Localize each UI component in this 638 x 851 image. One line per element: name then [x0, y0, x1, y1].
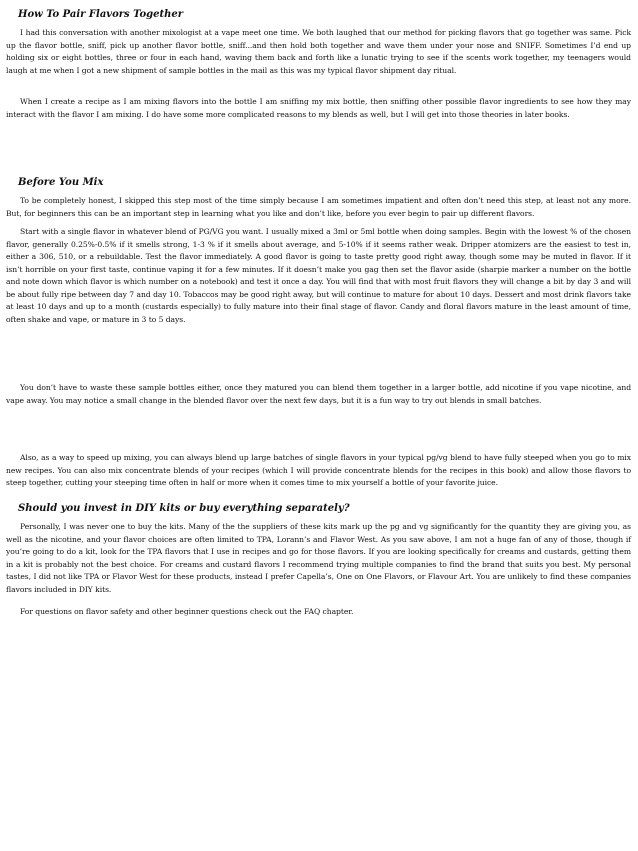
section-create-recipe [6, 96, 631, 121]
paragraph-faq: For questions on flavor safety and other beginner questions check out the FAQ chapter. [20, 607, 354, 616]
paragraph-kits: Personally, I was never one to buy the kits. Many of the the suppliers of these kits mark up the pg and vg significantly for the quantity they are giving you, as well as the nicotine, and your flavor choices are often limited to TPA, Lorann’s and Flavor West. As you saw above, I am not a huge fan of any of those, though if you’re going to do a kit, look for the TPA flavors that I use in recipes and go for those flavors. If you are looking specifically for creams and custards, getting them in a kit is probably not the best choice. For creams and custard flavors I recommend trying multiple companies to find the brand that suits you best. My personal tastes, I did not like TPA or Flavor West for these products, instead I prefer Capella’s, One on One Flavors, or Flavour Art. You are unlikely to find these companies flavors included in DIY kits. [6, 522, 631, 594]
paragraph-sample-bottles: You don’t have to waste these sample bottles either, once they matured you can blend them together in a larger bottle, add nicotine if you vape nicotine, and vape away. You may notice a small change in the blended flavor over the next few days, but it is a fun way to try out blends in small batches. [6, 383, 631, 405]
section-before-you-mix [6, 176, 631, 220]
paragraph-create-recipe: When I create a recipe as I am mixing flavors into the bottle I am sniffing my mix bottle, then sniffing other possible flavor ingredients to see how they may interact with the flavor I am mixing. I do have some more complicated reasons to my blends as well, but I will get into those theories in later books. [6, 97, 631, 119]
heading-before-you-mix: Before You Mix [18, 177, 104, 188]
paragraph-mixologist: I had this conversation with another mixologist at a vape meet one time. We both laughed that our method for picking flavors that go together was same. Pick up the flavor bottle, sniff, pick up another flavor bottle, sniff...and then hold both together and wave them under your nose and SNIFF. Sometimes I’d end up holding six or eight bottles, three or four in each hand, waving them back and forth like a lunatic trying to see if the scents work together, my teenagers would laugh at me when I got a new shipment of sample bottles in the mail as this was my typical flavor shipment day ritual. [6, 28, 631, 75]
paragraph-speed-up: Also, as a way to speed up mixing, you can always blend up large batches of single flavors in your typical pg/vg blend to have fully steeped when you go to mix new recipes. You can also mix concentrate blends of your recipes (which I will provide concentrate blends for the recipes in this book) and allow those flavors to steep together, cutting your steeping time often in half or more when it comes time to mix yourself a bottle of your favorite juice. [6, 453, 631, 487]
section-single-flavor [6, 226, 631, 326]
section-speed-up [6, 452, 631, 490]
section-sample-bottles [6, 382, 631, 407]
section-faq [6, 606, 631, 619]
section-pair-flavors [6, 8, 631, 77]
heading-pair-flavors: How To Pair Flavors Together [18, 9, 184, 20]
paragraph-single-flavor: Start with a single flavor in whatever blend of PG/VG you want. I usually mixed a 3ml or 5ml bottle when doing samples. Begin with the lowest % of the chosen flavor, generally 0.25%-0.5% if it smells strong, 1-3 % if it smells about average, and 5-10% if it seems rather weak. Dripper atomizers are the easiest to test in, either a 306, 510, or a rebuildable. Test the flavor immediately. A good flavor is going to taste pretty good right away, though some may be muted in flavor. If it isn’t horrible on your first taste, continue vaping it for a few minutes. If it doesn’t make you gag then set the flavor aside (sharpie marker a number on the bottle and note down which flavor is which number on a notebook) and test it once a day. You will find that with most fruit flavors they will change a bit by day 3 and will be about fully ripe between day 7 and day 10. Tobaccos may be good right away, but will continue to mature for about 10 days. Dessert and most drink flavors take at least 10 days and up to a month (custards especially) to fully mature into their final stage of flavor. Candy and floral flavors mature in the least amount of time, often shake and vape, or mature in 3 to 5 days. [6, 227, 631, 324]
paragraph-honest: To be completely honest, I skipped this step most of the time simply because I am sometimes impatient and often don’t need this step, at least not any more. But, for beginners this can be an important step in learning what you like and don’t like, before you ever begin to pair up different flavors. [6, 196, 631, 218]
heading-diy-kits: Should you invest in DIY kits or buy everything separately? [18, 503, 350, 514]
section-diy-kits [6, 502, 631, 596]
